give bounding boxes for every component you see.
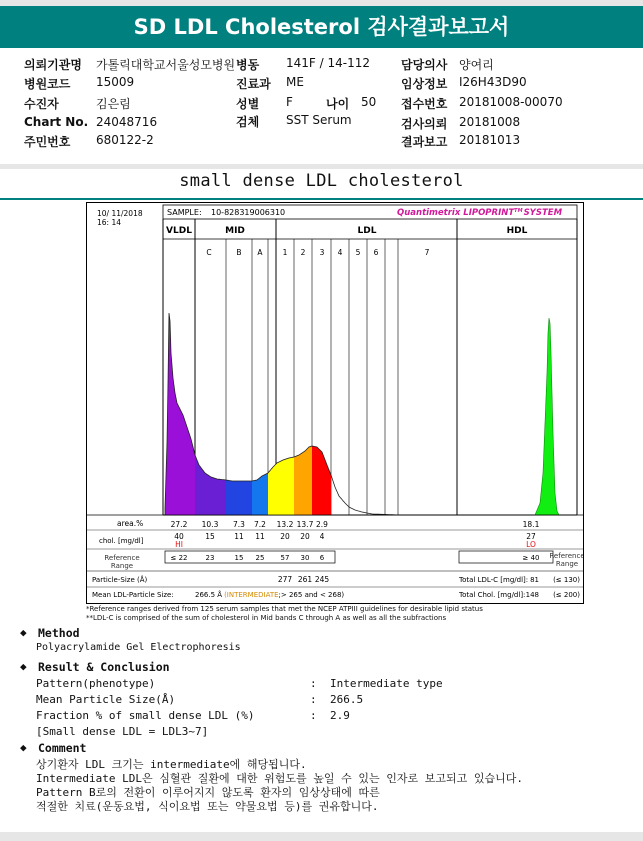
label-report-date: 결과보고 — [401, 135, 448, 149]
result-note: [Small dense LDL = LDL3~7] — [36, 725, 209, 738]
ref-label-1: Reference — [104, 554, 140, 562]
section-rule — [0, 198, 643, 200]
ref-value: 6 — [319, 554, 325, 562]
mid-sub-label: B — [236, 248, 242, 257]
report-date: 10/ 11/2018 — [97, 209, 143, 218]
area-value: 13.2 — [276, 520, 294, 529]
area-value: 2.9 — [316, 520, 328, 529]
sample-label: SAMPLE: — [167, 208, 202, 217]
label-age: 나이 — [326, 97, 350, 111]
lipoprint-report — [86, 202, 584, 604]
label-chart-no: Chart No. — [24, 115, 89, 129]
curve-band-segment — [312, 446, 331, 515]
value-specimen: SST Serum — [286, 113, 352, 127]
curve-band-segment — [252, 473, 268, 515]
ref-value: ≤ 22 — [170, 554, 188, 562]
chol-value: 15 — [205, 532, 215, 541]
particle-size-label: Particle-Size (Å) — [92, 576, 148, 584]
ldl-sub-label: 7 — [424, 248, 430, 257]
value-ward: 141F / 14-112 — [286, 56, 370, 70]
method-bullet-icon: ◆ — [20, 626, 27, 639]
total-chol-value: 148 — [525, 591, 539, 599]
total-ldl-ref: (≤ 130) — [553, 576, 580, 584]
mid-sub-label: A — [257, 248, 263, 257]
hdl-ref: ≥ 40 — [522, 554, 540, 562]
section-divider — [0, 164, 643, 169]
curve-band-segment — [226, 480, 252, 515]
comment-line: 적절한 치료(운동요법, 식이요법 또는 약물요법 등)를 권유합니다. — [36, 800, 379, 813]
particle-size-value: 245 — [314, 575, 330, 584]
hdl-lo-flag: LO — [526, 540, 536, 549]
result-colon: : — [310, 693, 317, 706]
hdl-ref-label-2: Range — [555, 560, 579, 568]
electrophoresis-curve — [165, 313, 559, 515]
area-value: 7.3 — [233, 520, 245, 529]
total-ldl-value: 81 — [530, 576, 539, 584]
chol-value: 20 — [280, 532, 290, 541]
ldl-sub-label: 4 — [337, 248, 343, 257]
ldl-sub-label: 1 — [282, 248, 288, 257]
ref-label-2: Range — [110, 562, 134, 570]
footnote-ldl-c: **LDL-C is comprised of the sum of cholesterol in Mid bands C through A as well as all the subfractions — [86, 614, 447, 622]
value-chart-no: 24048716 — [96, 115, 158, 129]
curve-band-segment — [195, 455, 226, 515]
particle-size-value: 277 — [277, 575, 293, 584]
comment-heading: Comment — [38, 741, 87, 755]
area-value: 7.2 — [254, 520, 266, 529]
mid-sub-label: C — [206, 248, 212, 257]
ref-value: 30 — [300, 554, 310, 562]
bottom-border — [0, 832, 643, 841]
value-request-date: 20181008 — [459, 115, 521, 129]
mean-size-value: 266.5 Å (INTERMEDIATE;> 265 and < 268) — [195, 591, 345, 599]
value-clinical-info: I26H43D90 — [459, 75, 527, 89]
value-patient-name: 김은림 — [96, 97, 131, 111]
comment-line: Intermediate LDL은 심혈관 질환에 대한 위험도를 높일 수 있는 인자로 보고되고 있습니다. — [36, 772, 523, 785]
section-title: small dense LDL cholesterol — [179, 171, 464, 191]
result-label-fraction: Fraction % of small dense LDL (%) — [36, 709, 255, 722]
ref-value: 23 — [205, 554, 215, 562]
curve-band-segment — [268, 457, 294, 515]
result-bullet-icon: ◆ — [20, 660, 27, 673]
value-req-hospital: 가톨릭대학교서울성모병원 — [96, 58, 236, 72]
ldl-sub-label: 3 — [319, 248, 325, 257]
area-value: 27.2 — [170, 520, 188, 529]
value-department: ME — [286, 75, 304, 89]
comment-line: 상기환자 LDL 크기는 intermediate에 해당됩니다. — [36, 758, 307, 771]
band-mid-label: MID — [225, 226, 245, 236]
method-heading: Method — [38, 626, 80, 640]
comment-line: Pattern B로의 전환이 이루어지지 않도록 환자의 임상상태에 따른 — [36, 786, 380, 799]
label-req-hospital: 의뢰기관명 — [24, 58, 82, 72]
report-time: 16: 14 — [97, 218, 121, 227]
result-heading: Result & Conclusion — [38, 660, 170, 674]
value-doctor: 양여리 — [459, 58, 494, 72]
value-receipt-no: 20181008-00070 — [459, 95, 563, 109]
electrophoresis-chart — [87, 203, 583, 603]
hdl-chol: 27 — [526, 532, 536, 541]
label-hospital-code: 병원코드 — [24, 77, 71, 91]
hdl-peak — [535, 318, 559, 515]
label-doctor: 담당의사 — [401, 58, 448, 72]
value-hospital-code: 15009 — [96, 75, 135, 89]
area-value: 13.7 — [296, 520, 314, 529]
total-chol-label: Total Chol. [mg/dl]: — [459, 591, 526, 599]
label-patient-name: 수진자 — [24, 97, 59, 111]
curve-band-segment — [165, 313, 195, 515]
chol-value: 4 — [319, 532, 325, 541]
chol-value: 11 — [255, 532, 265, 541]
result-value-size: 266.5 — [330, 693, 364, 706]
label-ward: 병동 — [236, 58, 260, 72]
chol-label: chol. [mg/dl] — [99, 537, 144, 545]
area-value: 10.3 — [201, 520, 219, 529]
result-colon: : — [310, 677, 317, 690]
ref-value: 15 — [234, 554, 244, 562]
chol-value: 20 — [300, 532, 310, 541]
label-clinical-info: 임상정보 — [401, 77, 448, 91]
hdl-area: 18.1 — [522, 520, 540, 529]
comment-bullet-icon: ◆ — [20, 741, 27, 754]
value-age: 50 — [361, 95, 377, 109]
mean-size-label: Mean LDL-Particle Size: — [92, 591, 174, 599]
hdl-ref-label-1: Reference — [549, 552, 583, 560]
value-resident-no: 680122-2 — [96, 133, 154, 147]
total-ldl-label: Total LDL-C [mg/dl]: — [459, 576, 529, 584]
band-hdl-label: HDL — [506, 226, 528, 236]
label-department: 진료과 — [236, 77, 271, 91]
band-ldl-label: LDL — [357, 226, 377, 236]
ref-value: 25 — [255, 554, 265, 562]
result-label-pattern: Pattern(phenotype) — [36, 677, 156, 690]
chol-value: 40 — [174, 532, 184, 541]
total-chol-ref: (≤ 200) — [553, 591, 580, 599]
label-resident-no: 주민번호 — [24, 135, 71, 149]
ref-range-box — [165, 551, 335, 563]
label-sex: 성별 — [236, 97, 260, 111]
label-receipt-no: 접수번호 — [401, 97, 448, 111]
result-value-pattern: Intermediate type — [330, 677, 443, 690]
particle-size-value: 261 — [297, 575, 313, 584]
result-table — [165, 520, 335, 584]
value-report-date: 20181013 — [459, 133, 521, 147]
label-specimen: 검체 — [236, 115, 260, 129]
footnote-reference: *Reference ranges derived from 125 serum samples that met the NCEP ATPIII guidelines for desirable lipid status — [86, 605, 483, 613]
brand-name: Quantimetrix LIPOPRINT™SYSTEM — [397, 208, 563, 218]
vldl-hi-flag: HI — [175, 540, 183, 549]
ldl-sub-label: 6 — [373, 248, 379, 257]
area-label: area.% — [117, 519, 144, 528]
ldl-sub-label: 2 — [300, 248, 306, 257]
method-text: Polyacrylamide Gel Electrophoresis — [36, 642, 241, 653]
result-colon: : — [310, 709, 317, 722]
result-value-fraction: 2.9 — [330, 709, 350, 722]
ldl-sub-label: 5 — [355, 248, 361, 257]
sample-id: 10-828319006310 — [211, 208, 286, 217]
label-request-date: 검사의뢰 — [401, 117, 448, 131]
chol-value: 11 — [234, 532, 244, 541]
value-sex: F — [286, 95, 293, 109]
result-label-size: Mean Particle Size(Å) — [36, 693, 176, 706]
subfraction-labels — [206, 248, 429, 257]
band-vldl-label: VLDL — [166, 226, 192, 236]
report-title: SD LDL Cholesterol 검사결과보고서 — [133, 15, 510, 39]
ref-value: 57 — [280, 554, 290, 562]
